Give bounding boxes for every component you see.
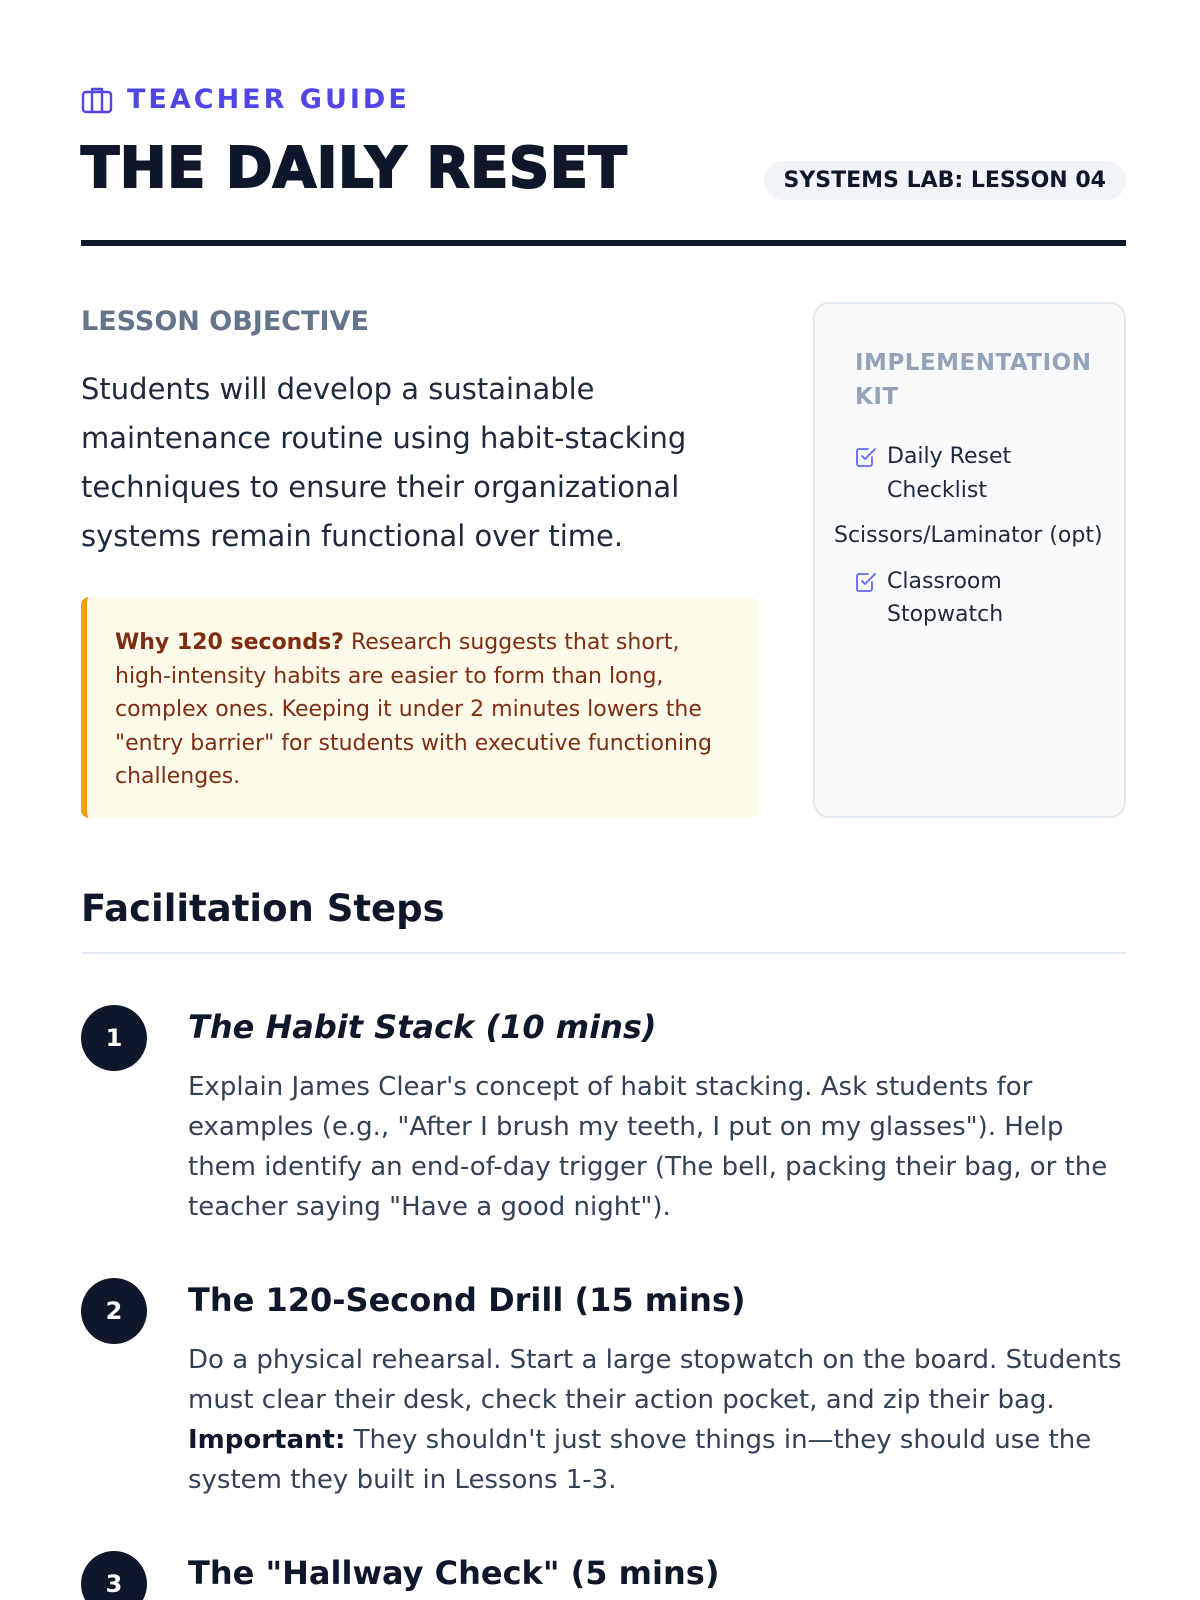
step-body-text: Do a physical rehearsal. Start a large stopwatch on the board. Students must clear their desk, check their action pocket, and zip their bag. bbox=[188, 1345, 1122, 1415]
implementation-kit bbox=[813, 302, 1126, 818]
step-title: The "Hallway Check" (5 mins) bbox=[188, 1554, 720, 1592]
callout-box bbox=[81, 597, 758, 818]
step-body-text: They shouldn't just shove things in—they should use the system they built in Lessons 1-3. bbox=[188, 1425, 1092, 1495]
kit-item-label: Classroom Stopwatch bbox=[887, 568, 1004, 627]
step-number-badge: 3 bbox=[81, 1551, 147, 1600]
step-number-badge: 1 bbox=[81, 1005, 147, 1071]
section-divider bbox=[81, 952, 1126, 954]
callout-lead: Why 120 seconds? bbox=[115, 630, 344, 655]
step-body bbox=[188, 1340, 1126, 1500]
kit-item-label: Scissors/Laminator (opt) bbox=[834, 523, 1103, 548]
lesson-badge: SYSTEMS LAB: LESSON 04 bbox=[764, 161, 1126, 200]
step-number-badge: 2 bbox=[81, 1278, 147, 1344]
briefcase-icon bbox=[81, 86, 113, 114]
step-title: The 120-Second Drill (15 mins) bbox=[188, 1281, 746, 1319]
kit-item bbox=[834, 519, 1104, 553]
kit-item bbox=[855, 565, 1104, 632]
eyebrow bbox=[81, 84, 410, 115]
page-title: THE DAILY RESET bbox=[81, 136, 628, 201]
callout-text: Research suggests that short, high-intensity habits are easier to form than long, complex ones. Keeping it under 2 minutes lowers the "entry barrier" for students with executive functioning challenges. bbox=[115, 630, 712, 789]
kit-heading: IMPLEMENTATION KIT bbox=[855, 350, 1092, 410]
facilitation-heading: Facilitation Steps bbox=[81, 887, 445, 930]
step-body-emphasis: Important: bbox=[188, 1425, 346, 1455]
step-title: The Habit Stack (10 mins) bbox=[188, 1008, 657, 1046]
header-divider bbox=[81, 240, 1126, 246]
kit-list bbox=[834, 440, 1104, 632]
kit-item bbox=[855, 440, 1104, 507]
kit-item-label: Daily Reset Checklist bbox=[887, 444, 1012, 503]
eyebrow-label: TEACHER GUIDE bbox=[127, 84, 410, 115]
check-square-icon bbox=[855, 565, 877, 604]
objective-text: Students will develop a sustainable maintenance routine using habit-stacking techniques to ensure their organizational systems remain functional over time. bbox=[81, 372, 687, 553]
check-square-icon bbox=[855, 440, 877, 479]
objective-heading: LESSON OBJECTIVE bbox=[81, 306, 369, 337]
step-body: Explain James Clear's concept of habit stacking. Ask students for examples (e.g., "After I brush my teeth, I put on my glasses"). Help them identify an end-of-day trigger (The bell, packing their bag, or the teacher saying "Have a good night"). bbox=[188, 1072, 1108, 1222]
